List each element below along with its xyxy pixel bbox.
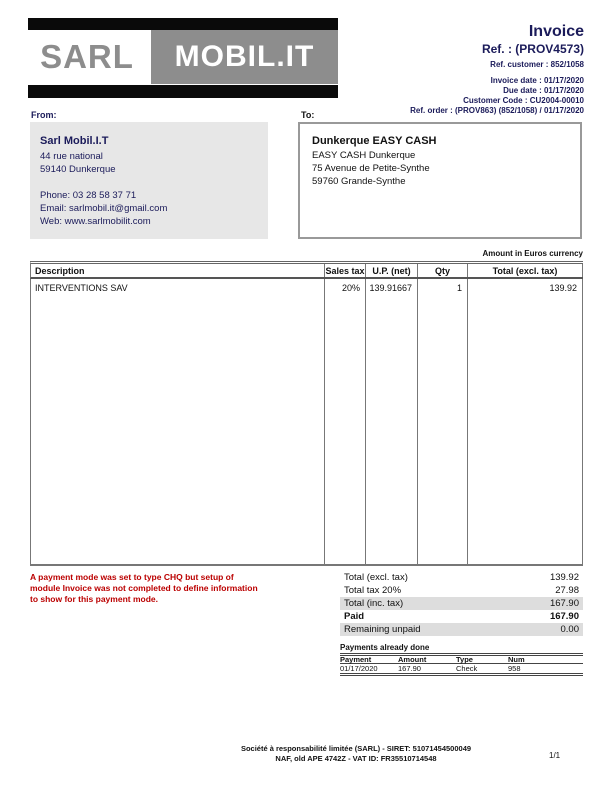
logo-mobilit-text: MOBIL.IT	[151, 30, 338, 84]
to-address-box	[298, 122, 582, 239]
header-sales-tax: Sales tax	[325, 265, 365, 276]
payments-header-num: Num	[508, 655, 525, 664]
items-table-body	[30, 279, 583, 566]
due-date: Due date : 01/17/2020	[503, 86, 584, 95]
payments-table	[340, 653, 583, 676]
payment-date: 01/17/2020	[340, 664, 378, 673]
recipient-address-line: EASY CASH Dunkerque	[312, 150, 416, 161]
total-label: Paid	[344, 611, 365, 622]
paid-row	[340, 610, 583, 623]
total-value: 139.92	[549, 572, 579, 583]
header-description: Description	[31, 264, 325, 277]
logo-top-bar	[28, 18, 338, 30]
payment-type: Check	[456, 664, 478, 673]
item-description: INTERVENTIONS SAV	[31, 279, 325, 564]
warning-line: A payment mode was set to type CHQ but setup of	[30, 572, 234, 582]
from-address-box	[30, 122, 268, 239]
payments-table-row	[340, 664, 583, 676]
total-excl-tax-row	[340, 571, 583, 584]
ref-order: Ref. order : (PROV863) (852/1058) / 01/17/2020	[410, 106, 584, 115]
sender-web: Web: www.sarlmobilit.com	[40, 216, 151, 227]
total-label: Total (inc. tax)	[344, 598, 404, 609]
remaining-unpaid-row	[340, 623, 583, 636]
item-qty: 1	[418, 279, 468, 564]
items-table	[30, 261, 583, 566]
total-label: Total (excl. tax)	[344, 572, 408, 583]
total-label: Remaining unpaid	[344, 624, 421, 635]
header-unit-price: U.P. (net)	[366, 264, 418, 277]
customer-code: Customer Code : CU2004-00010	[463, 96, 584, 105]
items-table-header	[30, 261, 583, 279]
warning-line: to show for this payment mode.	[30, 594, 158, 604]
total-value: 167.90	[549, 611, 579, 622]
footer-line: Société à responsabilité limitée (SARL) - SIRET: 51071454500049	[240, 744, 472, 753]
payment-num: 958	[508, 664, 521, 673]
payments-header-amount: Amount	[398, 655, 427, 664]
item-sales-tax: 20%	[325, 279, 366, 564]
total-value: 167.90	[549, 598, 579, 609]
total-value: 27.98	[555, 585, 579, 596]
logo-bottom-bar	[28, 85, 338, 98]
total-label: Total tax 20%	[344, 585, 402, 596]
from-label: From:	[31, 110, 57, 120]
item-total: 139.92	[468, 279, 583, 564]
currency-note: Amount in Euros currency	[482, 249, 583, 258]
payments-table-header	[340, 653, 583, 664]
sender-name: Sarl Mobil.I.T	[40, 135, 109, 147]
header-qty: Qty	[418, 264, 468, 277]
invoice-ref: Ref. : (PROV4573)	[481, 42, 584, 56]
warning-line: module Invoice was not completed to define information	[30, 583, 258, 593]
total-tax-row	[340, 584, 583, 597]
footer-line: NAF, old APE 4742Z - VAT ID: FR35510714548	[275, 754, 437, 763]
recipient-name: Dunkerque EASY CASH	[312, 135, 437, 147]
legal-footer	[128, 744, 584, 764]
company-logo	[28, 18, 338, 98]
totals-block	[340, 571, 583, 636]
item-unit-price: 139.91667	[366, 279, 418, 564]
invoice-date: Invoice date : 01/17/2020	[490, 76, 584, 85]
payment-mode-warning	[30, 572, 330, 605]
total-value: 0.00	[560, 624, 579, 635]
payments-title: Payments already done	[340, 643, 430, 652]
page-number: 1/1	[549, 751, 561, 760]
invoice-header	[410, 22, 584, 116]
payments-header-type: Type	[456, 655, 473, 664]
sender-address-line: 44 rue national	[40, 151, 103, 162]
invoice-title: Invoice	[528, 23, 584, 40]
recipient-address-line: 75 Avenue de Petite-Synthe	[312, 163, 430, 174]
recipient-address-line: 59760 Grande-Synthe	[312, 176, 406, 187]
sender-email: Email: sarlmobil.it@gmail.com	[40, 203, 168, 214]
payments-header-payment: Payment	[340, 655, 372, 664]
payment-amount: 167.90	[398, 664, 421, 673]
header-total: Total (excl. tax)	[468, 264, 583, 277]
logo-sarl-text: SARL	[28, 30, 146, 84]
total-inc-tax-row	[340, 597, 583, 610]
ref-customer: Ref. customer : 852/1058	[490, 60, 584, 69]
to-label: To:	[301, 110, 315, 120]
sender-address-line: 59140 Dunkerque	[40, 164, 116, 175]
sender-phone: Phone: 03 28 58 37 71	[40, 190, 137, 201]
